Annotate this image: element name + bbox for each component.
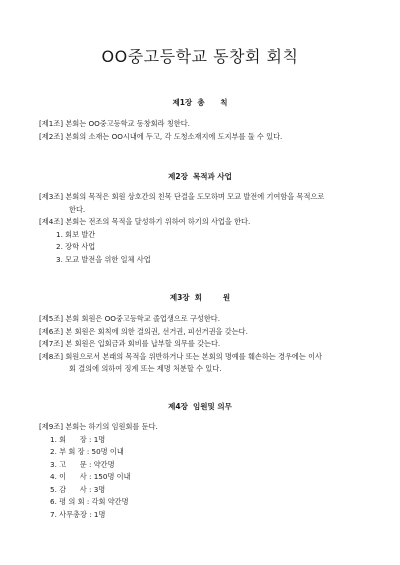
article-5: [제5조] 본회 회원은 OO중고등학교 졸업생으로 구성한다. (39, 314, 221, 323)
list-item: 2. 부 회 장 : 50명 이내 (50, 447, 124, 456)
list-item: 4. 이 사 : 150명 이내 (50, 472, 131, 481)
chapter-1-body (39, 118, 379, 143)
list-item: 6. 평 의 회 : 각회 약간명 (50, 497, 129, 506)
list-item: 3. 모교 발전을 위한 일체 사업 (56, 254, 151, 264)
chapter-3-body (39, 313, 379, 376)
article-6: [제6조] 본 회원은 회칙에 의한 결의권, 선거권, 피선거권을 갖는다. (39, 326, 248, 336)
list-item: 1. 회 장 : 1명 (50, 434, 106, 444)
list-item: 1. 회보 발간 (56, 229, 96, 239)
article-3: [제3조] 본회의 목적은 회원 상호간의 친목 단결을 도모하며 모교 발전에 기여함을 목적으로 (39, 192, 325, 201)
list-item: 2. 장학 사업 (56, 242, 96, 251)
list-item: 5. 감 사 : 3명 (50, 484, 106, 494)
article-9: [제9조] 본회는 하기의 임원회를 둔다. (39, 422, 158, 431)
chapter-2-heading: 제2장 목적과 사업 (168, 172, 232, 181)
article-1: [제1조] 본회는 OO중고등학교 동창회라 칭한다. (39, 119, 190, 128)
chapter-4-heading: 제4장 임원및 의무 (168, 402, 232, 411)
article-7: [제7조] 본 회원은 입회금과 회비를 납부할 의무를 갖는다. (39, 339, 221, 348)
article-3-continued: 한다. (69, 204, 86, 214)
chapter-4-body (39, 421, 379, 521)
chapter-2-body (39, 191, 379, 266)
list-item: 7. 사무총장 : 1명 (50, 509, 106, 519)
article-8-continued: 회 결의에 의하여 징계 또는 제명 처분할 수 있다. (69, 364, 222, 373)
list-item: 3. 고 문 : 약간명 (50, 459, 115, 469)
article-4: [제4조] 본회는 전조의 목적을 달성하기 위하여 하기의 사업을 한다. (39, 217, 251, 226)
document-title: OO중고등학교 동창회 회칙 (101, 47, 299, 66)
chapter-3-heading: 제3장 회 원 (169, 293, 231, 302)
article-8: [제8조] 회원으로서 본래의 목적을 위반하거나 또는 본회의 명예를 훼손하는 경우에는 이사 (39, 351, 322, 361)
chapter-1-heading: 제1장 총 칙 (172, 98, 228, 107)
article-2: [제2조] 본회의 소재는 OO시내에 두고, 각 도청소재지에 도지부를 둘 수 있다. (39, 131, 283, 141)
